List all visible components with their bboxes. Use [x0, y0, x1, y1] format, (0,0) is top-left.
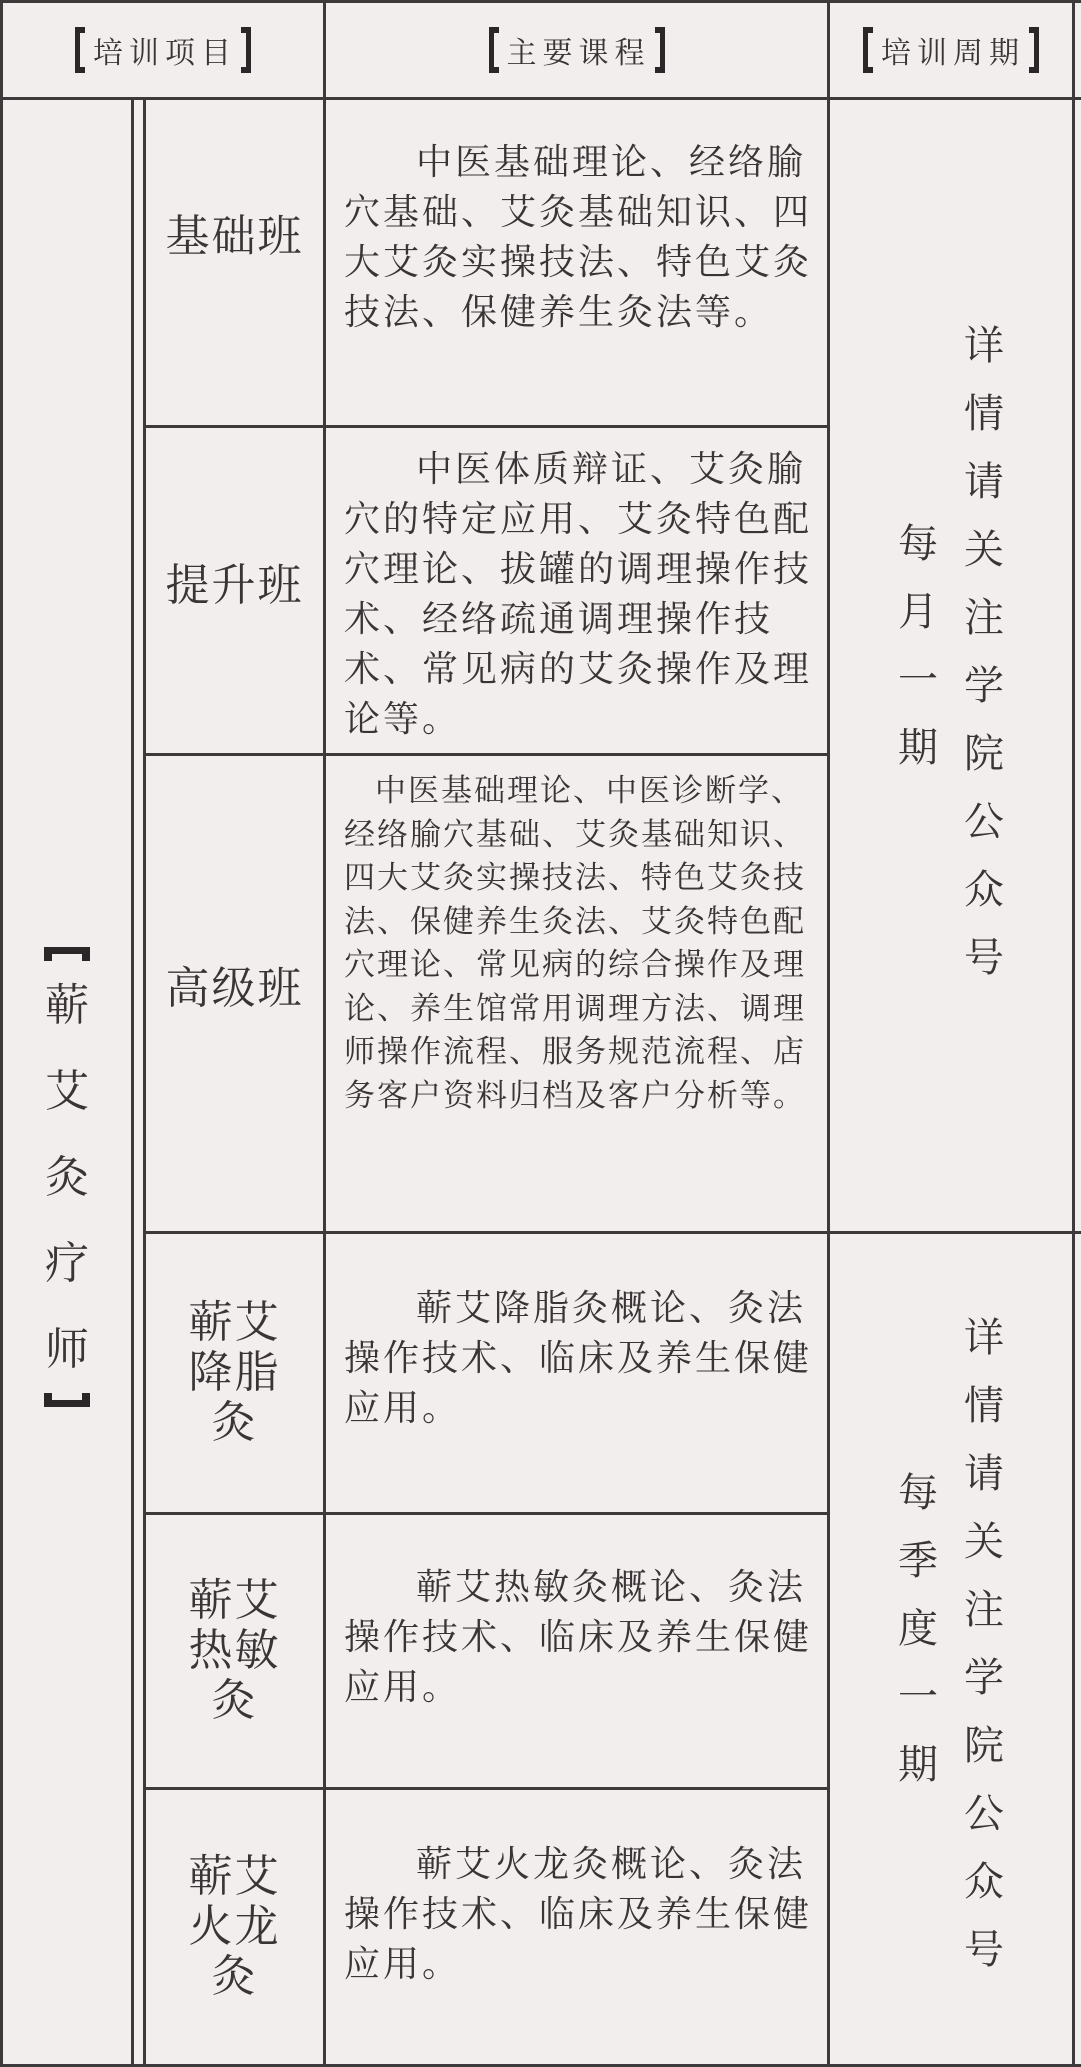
course-cell: [326, 1515, 827, 1787]
class-name-cell: [146, 100, 323, 425]
course-text: 中医体质辩证、艾灸腧穴的特定应用、艾灸特色配穴理论、拔罐的调理操作技术、经络疏通调理操作技术、常见病的艾灸操作及理论等。: [344, 449, 813, 740]
class-name-cell: [146, 428, 323, 753]
class-name-cell: [146, 1515, 323, 1787]
category-cell: [3, 100, 131, 2064]
header-courses-label: 主要课程: [506, 36, 651, 71]
period-note: 详情请关注学院公众号: [964, 322, 1004, 981]
course-text: 蕲艾火龙灸概论、灸法操作技术、临床及养生保健应用。: [344, 1844, 813, 1985]
course-text: 蕲艾降脂灸概论、灸法操作技术、临床及养生保健应用。: [344, 1288, 813, 1429]
class-name-cell: [146, 756, 323, 1231]
period-note: 详情请关注学院公众号: [964, 1315, 1004, 1973]
header-courses: [326, 3, 827, 97]
bracket-right-icon: [1029, 27, 1039, 73]
course-cell: [326, 1234, 827, 1512]
class-name-cell: [146, 1790, 323, 2064]
bracket-right-icon: [241, 27, 251, 73]
course-cell: [326, 756, 827, 1231]
course-cell: [326, 100, 827, 425]
bracket-top-icon: [44, 947, 90, 961]
header-period-label: 培训周期: [881, 36, 1025, 71]
course-text: 中医基础理论、经络腧穴基础、艾灸基础知识、四大艾灸实操技法、特色艾灸技法、保健养生灸法等。: [344, 142, 813, 333]
period-cycle: 每月一期: [898, 520, 938, 771]
header-period: [830, 3, 1072, 97]
class-name: 蕲艾热敏灸: [188, 1575, 281, 1726]
course-text: 中医基础理论、中医诊断学、经络腧穴基础、艾灸基础知识、四大艾灸实操技法、特色艾灸技法、保健养生灸法、艾灸特色配穴理论、常见病的综合操作及理论、养生馆常用调理方法、调理师操作流程、服务规范流程、店务客户资料归档及客户分析等。: [344, 773, 806, 1114]
category-divider-a: [131, 97, 134, 2067]
period-cell: [830, 100, 1072, 1231]
class-name: 蕲艾降脂灸: [188, 1297, 281, 1448]
header-project: [3, 3, 323, 97]
bracket-right-icon: [655, 27, 665, 73]
period-cycle: 每季度一期: [898, 1470, 938, 1788]
header-project-label: 培训项目: [93, 36, 237, 71]
class-name: 提升班: [165, 559, 304, 611]
class-name: 高级班: [165, 962, 304, 1014]
table-border-right: [1072, 0, 1075, 2067]
bracket-bottom-icon: [44, 1393, 90, 1407]
course-cell: [326, 428, 827, 753]
class-name: 基础班: [165, 211, 304, 262]
course-text: 蕲艾热敏灸概论、灸法操作技术、临床及养生保健应用。: [344, 1567, 813, 1708]
bracket-left-icon: [75, 27, 85, 73]
bracket-left-icon: [863, 27, 873, 73]
category-label: 蕲艾灸疗师: [45, 980, 89, 1375]
course-cell: [326, 1790, 827, 2064]
bracket-left-icon: [489, 27, 499, 73]
class-name: 蕲艾火龙灸: [188, 1851, 281, 2002]
period-cell: [830, 1234, 1072, 2064]
class-name-cell: [146, 1234, 323, 1512]
